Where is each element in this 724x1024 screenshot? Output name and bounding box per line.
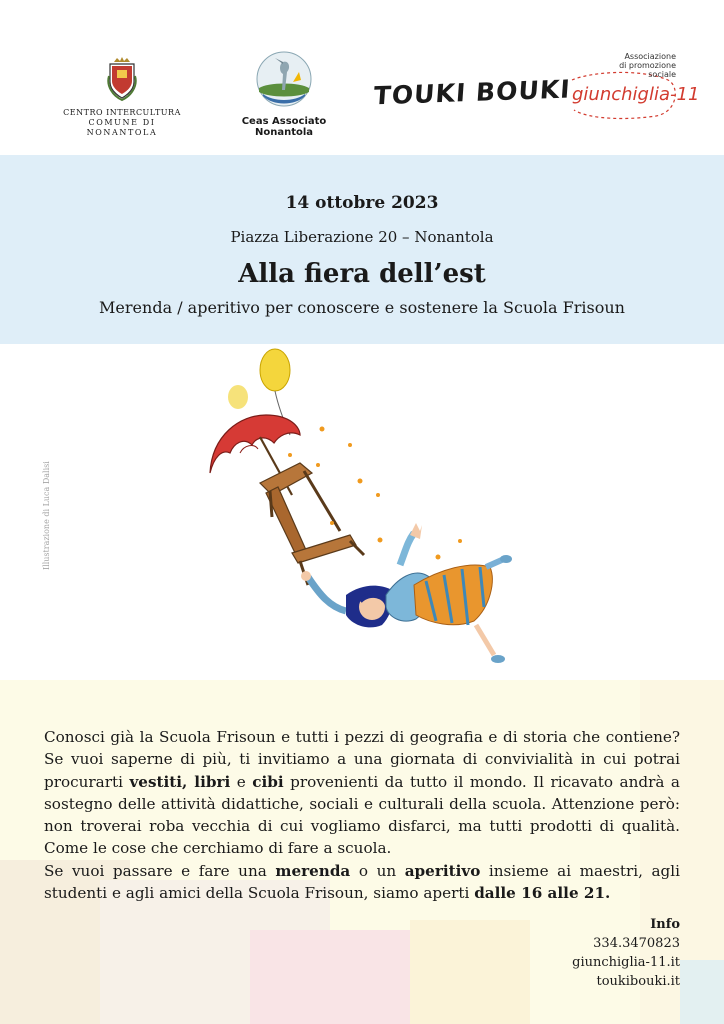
p1-text-c: e [230, 772, 253, 791]
giunchiglia-name: giunchiglia-11 [572, 84, 700, 105]
centro-line2: COMUNE DI NONANTOLA [86, 118, 158, 137]
flying-girl-illustration [200, 345, 520, 675]
decorative-bag [410, 920, 530, 1024]
event-subtitle: Merenda / aperitivo per conoscere e sostenere la Scuola Frisoun [99, 298, 625, 317]
centro-intercultura-logo [52, 56, 192, 138]
p1-text-a: Conosci già la Scuola Frisoun e tutti i pezzi di geografia e di storia che contiene? Se vuoi saperne di più, ti invitiamo a una giornata di convivialità in cui potrai procurarti [44, 728, 680, 791]
decorative-bag [250, 930, 430, 1024]
coat-of-arms-icon [107, 56, 137, 102]
touki-bouki-logo [372, 74, 572, 118]
event-date: 14 ottobre 2023 [285, 193, 439, 213]
p2-bold-hours: dalle 16 alle 21. [474, 884, 611, 903]
decorative-bag [680, 960, 724, 1024]
paragraph-2 [44, 860, 680, 905]
p2-text-d: insieme ai maestri, agli studenti e agli amici della Scuola Frisoun, siamo aperti [44, 861, 680, 903]
illustration-credit [42, 440, 56, 570]
event-place: Piazza Liberazione 20 – Nonantola [230, 228, 494, 246]
p1-text-d: provenienti da tutto il mondo. Il ricavato andrà a sostegno delle attività didattiche, sociali e culturali della scuola. Attenzione però: non troverai roba vecchia di cui vogliamo disfarci, ma tutti prodotti di qualità. Come le cose che cerchiamo di fare a scuola. [44, 772, 680, 858]
info-heading: Info [650, 917, 680, 932]
event-header-band [0, 155, 724, 344]
p2-text-c: o un [350, 861, 405, 880]
ceas-label: Ceas Associato Nonantola [241, 116, 327, 138]
centro-line1: CENTRO INTERCULTURA [63, 108, 181, 117]
p2-text-a: Se vuoi passare e fare una [44, 861, 276, 880]
illustration-credit-text: Illustrazione di Luca Dalisi [42, 461, 51, 570]
paragraph-1 [44, 726, 680, 860]
giunchiglia-logo [560, 50, 700, 125]
p2-bold-merenda: merenda [275, 861, 351, 880]
heron-emblem-icon [255, 50, 313, 108]
ceas-logo [214, 50, 354, 138]
event-title: Alla fiera dell’est [238, 259, 486, 289]
giunchiglia-assoc: Associazione di promozione sociale [619, 52, 676, 79]
info-block [572, 915, 680, 991]
touki-bouki-wordmark: TOUKI BOUKI [372, 74, 572, 111]
info-site-giunchiglia: giunchiglia-11.it [572, 955, 680, 970]
logo-header [0, 0, 724, 155]
body-text [44, 726, 680, 904]
info-phone: 334.3470823 [593, 936, 680, 951]
p1-bold-food: cibi [252, 772, 284, 791]
info-site-toukibouki: toukibouki.it [596, 974, 680, 989]
p1-bold-clothes-books: vestiti, libri [129, 772, 231, 791]
p2-bold-aperitivo: aperitivo [404, 861, 481, 880]
